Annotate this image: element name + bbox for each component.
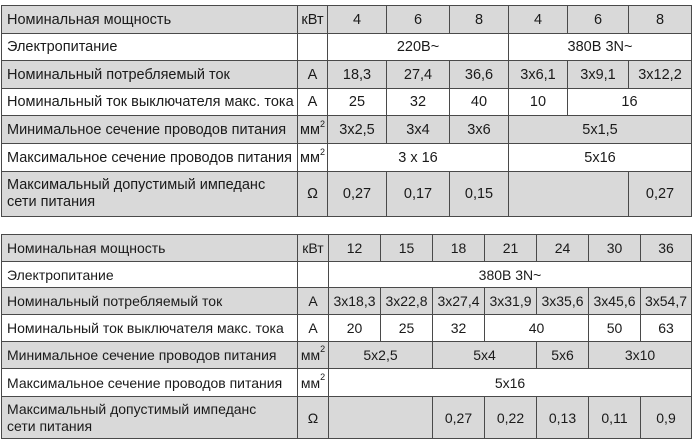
unit-text: мм [300, 121, 320, 138]
unit-text: мм [300, 374, 321, 391]
row-current [2, 288, 692, 315]
row-label: Номинальный ток выключателя макс. тока [2, 89, 298, 116]
value-cell: 3x6,1 [509, 61, 568, 89]
row-label: Минимальное сечение проводов питания [2, 116, 298, 144]
row-power [2, 235, 692, 262]
value-cell: 40 [450, 89, 509, 116]
spec-table-2 [1, 234, 692, 439]
value-cell: 4 [328, 6, 387, 34]
value-cell: 10 [509, 89, 568, 116]
value-cell: 0,17 [387, 172, 450, 217]
unit-cell [298, 369, 329, 397]
spec-table-1 [1, 5, 692, 217]
row-label [2, 172, 298, 217]
value-cell: 3x54,7 [641, 288, 692, 315]
unit-text: мм [300, 149, 320, 166]
value-cell: 3x2,5 [328, 116, 387, 144]
row-label-line-1: Максимальный допустимый импеданс [7, 177, 266, 193]
value-cell: 3x12,2 [629, 61, 692, 89]
value-cell: 25 [381, 315, 433, 342]
row-label: Максимальное сечение проводов питания [2, 144, 298, 172]
row-min-section [2, 342, 692, 369]
row-label: Номинальный ток выключателя макс. тока [2, 315, 298, 342]
value-cell: 3x4 [387, 116, 450, 144]
row-impedance [2, 397, 692, 439]
value-cell: 27,4 [387, 61, 450, 89]
value-cell: 12 [329, 235, 381, 262]
value-cell [509, 172, 629, 217]
row-max-section [2, 369, 692, 397]
value-cell: 32 [433, 315, 485, 342]
row-max-section [2, 144, 692, 172]
unit-cell: кВт [298, 235, 329, 262]
value-cell [329, 397, 433, 439]
value-cell: 40 [485, 315, 589, 342]
value-cell: 3x45,6 [589, 288, 641, 315]
unit-superscript: 2 [320, 371, 326, 382]
row-label: Номинальная мощность [2, 235, 298, 262]
value-cell: 32 [387, 89, 450, 116]
value-cell: 3x35,6 [537, 288, 589, 315]
row-current [2, 61, 692, 89]
unit-cell: кВт [298, 6, 328, 34]
unit-superscript: 2 [319, 146, 325, 157]
value-cell: 0,11 [589, 397, 641, 439]
value-cell: 3x22,8 [381, 288, 433, 315]
row-breaker [2, 315, 692, 342]
row-label: Электропитание [2, 34, 298, 61]
row-label-line-2: сети питания [7, 194, 96, 210]
row-label: Максимальное сечение проводов питания [2, 369, 298, 397]
value-cell: 36,6 [450, 61, 509, 89]
value-cell: 8 [450, 6, 509, 34]
row-label: Номинальный потребляемый ток [2, 61, 298, 89]
value-cell: 0,15 [450, 172, 509, 217]
value-cell: 0,27 [328, 172, 387, 217]
value-cell: 3x10 [589, 342, 692, 369]
value-cell: 30 [589, 235, 641, 262]
value-cell: 25 [328, 89, 387, 116]
value-cell: 0,13 [537, 397, 589, 439]
value-cell: 5x2,5 [329, 342, 433, 369]
row-supply [2, 262, 692, 288]
row-label: Номинальная мощность [2, 6, 298, 34]
value-cell: 3x27,4 [433, 288, 485, 315]
unit-cell: Ω [298, 397, 329, 439]
unit-text: мм [300, 347, 321, 363]
value-cell: 0,27 [433, 397, 485, 439]
unit-superscript: 2 [320, 344, 326, 354]
value-cell: 5x4 [433, 342, 537, 369]
value-cell: 5x16 [509, 144, 692, 172]
value-cell: 3x18,3 [329, 288, 381, 315]
value-cell: 3 x 16 [328, 144, 509, 172]
value-cell: 21 [485, 235, 537, 262]
row-impedance [2, 172, 692, 217]
unit-cell [298, 144, 328, 172]
unit-cell [298, 116, 328, 144]
value-cell: 24 [537, 235, 589, 262]
row-label-line-1: Максимальный допустимый импеданс [7, 400, 257, 417]
unit-cell [298, 34, 328, 61]
value-cell: 36 [641, 235, 692, 262]
value-cell: 4 [509, 6, 568, 34]
row-supply [2, 34, 692, 61]
row-min-section [2, 116, 692, 144]
row-breaker [2, 89, 692, 116]
value-cell: 0,27 [629, 172, 692, 217]
unit-cell: A [298, 89, 328, 116]
row-label: Минимальное сечение проводов питания [2, 342, 298, 369]
row-label: Номинальный потребляемый ток [2, 288, 298, 315]
value-cell: 5x6 [537, 342, 589, 369]
value-cell: 3x9,1 [568, 61, 629, 89]
value-cell: 380В 3N~ [329, 262, 692, 288]
value-cell: 0,9 [641, 397, 692, 439]
value-cell: 5x16 [329, 369, 692, 397]
value-cell: 6 [568, 6, 629, 34]
row-label [2, 397, 298, 439]
value-cell: 18 [433, 235, 485, 262]
row-label: Электропитание [2, 262, 298, 288]
value-cell: 8 [629, 6, 692, 34]
unit-cell [298, 262, 329, 288]
unit-cell: A [298, 288, 329, 315]
unit-cell: A [298, 61, 328, 89]
value-cell: 380В 3N~ [509, 34, 692, 61]
value-cell: 16 [568, 89, 692, 116]
unit-cell: Ω [298, 172, 328, 217]
value-cell: 20 [329, 315, 381, 342]
value-cell: 3x31,9 [485, 288, 537, 315]
value-cell: 63 [641, 315, 692, 342]
unit-superscript: 2 [319, 118, 325, 129]
row-label-line-2: сети питания [7, 417, 93, 434]
value-cell: 15 [381, 235, 433, 262]
unit-cell: A [298, 315, 329, 342]
value-cell: 220В~ [328, 34, 509, 61]
unit-cell [298, 342, 329, 369]
value-cell: 50 [589, 315, 641, 342]
value-cell: 6 [387, 6, 450, 34]
value-cell: 3x6 [450, 116, 509, 144]
row-power [2, 6, 692, 34]
value-cell: 18,3 [328, 61, 387, 89]
value-cell: 0,22 [485, 397, 537, 439]
value-cell: 5x1,5 [509, 116, 692, 144]
